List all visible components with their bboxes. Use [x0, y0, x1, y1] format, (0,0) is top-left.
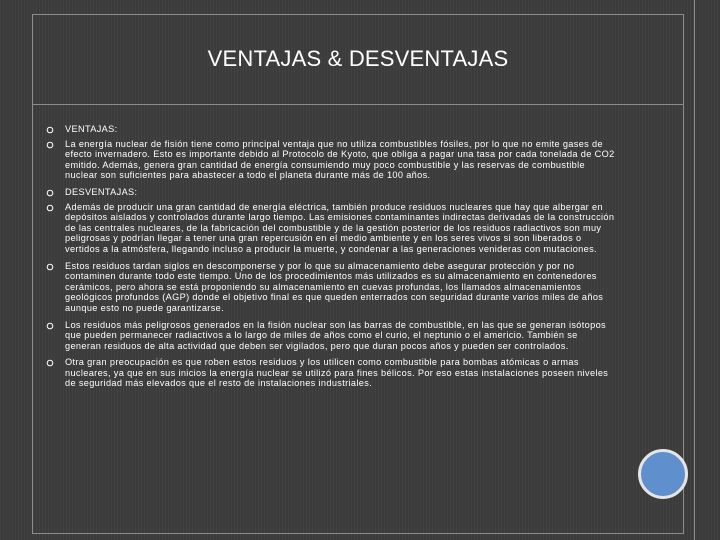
blue-circle-icon — [638, 449, 688, 499]
list-item — [46, 320, 616, 352]
bullet-list — [46, 124, 616, 395]
circle-bullet-icon — [46, 204, 54, 212]
circle-bullet-icon — [46, 126, 54, 134]
list-item-text: VENTAJAS: — [65, 124, 118, 134]
list-item-text: DESVENTAJAS: — [65, 186, 138, 197]
list-item-text: La energía nuclear de fisión tiene como principal ventaja que no utiliza combustibles fósiles, por lo que no emite gases de efecto invernadero. Esto es importante debido al Protocolo de Kyoto, que obliga a pagar una tasa por cada tonelada de CO2 emitido. Además, genera gran cantidad de energía consumiendo muy poco combustible y las reservas de combustible nuclear son suficientes para abastecer a todo el planeta durante más de 100 años. — [65, 138, 615, 181]
list-item — [46, 124, 616, 135]
list-item-text: Los residuos más peligrosos generados en la fisión nuclear son las barras de combustible, en las que se generan isótopos que pueden permanecer radiactivos a lo largo de miles de años como el curio, el neptunio o el americio. También se generan residuos de alta actividad que deben ser vigilados, pero que duran pocos años y pueden ser controlados. — [65, 319, 606, 351]
list-item-text: Además de producir una gran cantidad de energía eléctrica, también produce residuos nucleares que hay que albergar en depósitos aislados y controlados durante largo tiempo. Las emisiones contaminantes indirectas derivadas de la construcción de las centrales nucleares, de la fabricación del combustible y de la gestión posterior de los residuos radiactivos son muy peligrosas y podrían llegar a tener una gran repercusión en el medio ambiente y en los seres vivos si son liberados o vertidos a la atmósfera, llegando incluso a producir la muerte, y condenar a las generaciones venideras con mutaciones. — [65, 201, 615, 254]
circle-bullet-icon — [46, 322, 54, 330]
list-item — [46, 357, 616, 389]
slide-right-rail — [694, 0, 695, 540]
list-item — [46, 202, 616, 255]
list-item-text: Otra gran preocupación es que roben estos residuos y los utilicen como combustible para bombas atómicas o armas nucleares, ya que en sus inicios la energía nuclear se utilizó para fines bélicos. Por eso estas instalaciones poseen niveles de seguridad más elevados que el resto de instalaciones industriales. — [65, 357, 609, 389]
circle-bullet-icon — [46, 263, 54, 271]
list-item — [46, 187, 616, 198]
list-item — [46, 261, 616, 314]
circle-bullet-icon — [46, 189, 54, 197]
circle-bullet-icon — [46, 359, 54, 367]
circle-bullet-icon — [46, 141, 54, 149]
slide-title: VENTAJAS & DESVENTAJAS — [207, 46, 509, 71]
list-item — [46, 139, 616, 181]
list-item-text: Estos residuos tardan siglos en descomponerse y por lo que su almacenamiento debe asegurar protección y por no contaminen durante todo este tiempo. Uno de los procedimientos más utilizados es su almacenamiento en contenedores cerámicos, pero ahora se está proponiendo su almacenamiento en cuevas profundas, los llamados almacenamientos geológicos profundos (AGP) donde el objetivo final es que queden enterrados con seguridad durante varios miles de años aunque esto no puede garantizarse. — [65, 260, 604, 313]
title-divider — [32, 104, 684, 105]
